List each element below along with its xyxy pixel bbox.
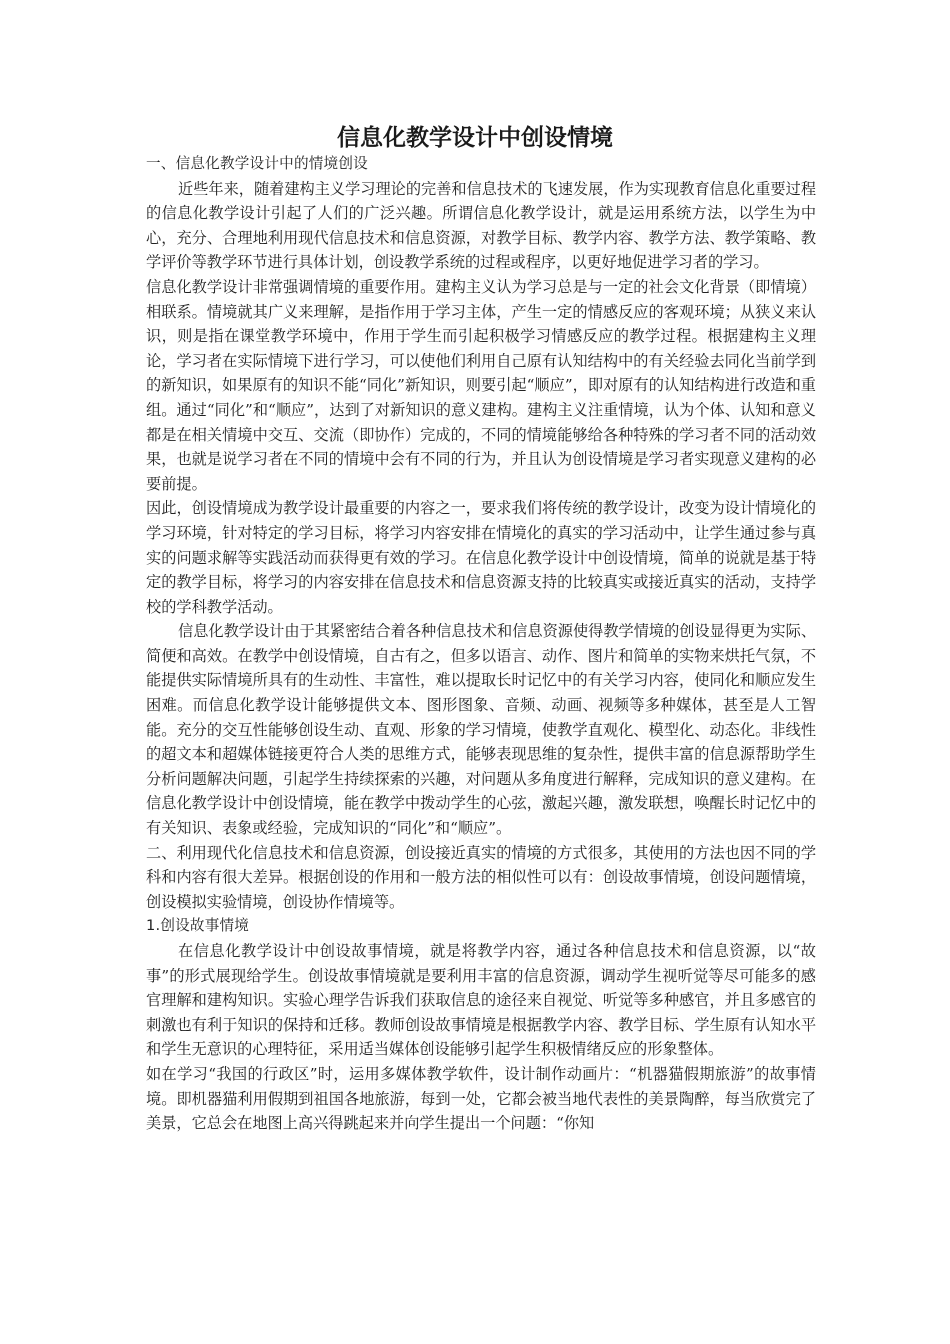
paragraph-story-situation: 在信息化教学设计中创设故事情境，就是将教学内容，通过各种信息技术和信息资源，以“故事”的形式展现给学生。创设故事情境就是要利用丰富的信息资源，调动学生视听觉等尽可能多的感官理解和建构知识。实验心理学告诉我们获取信息的途径来自视觉、听觉等多种感官，并且多感官的刺激也有利于知识的保持和迁移。教师创设故事情境是根据教学内容、教学目标、学生原有认知水平和学生无意识的心理特征，采用适当媒体创设能够引起学生积极情绪反应的形象整体。 bbox=[146, 942, 816, 1059]
paragraph-example: 如在学习“我国的行政区”时，运用多媒体教学软件，设计制作动画片：“机器猫假期旅游”的故事情境。即机器猫利用假期到祖国各地旅游，每到一处，它都会被当地代表性的美景陶醉，每当欣赏完了美景，它总会在地图上高兴得跳起来并向学生提出一个问题：“你知 bbox=[146, 1064, 816, 1133]
subsection-heading-story: 1.创设故事情境 bbox=[146, 917, 250, 935]
paragraph-importance: 信息化教学设计非常强调情境的重要作用。建构主义认为学习总是与一定的社会文化背景（即情境）相联系。情境就其广义来理解，是指作用于学习主体，产生一定的情感反应的客观环境；从狭义来认识，则是指在课堂教学环境中，作用于学生而引起积极学习情感反应的教学过程。根据建构主义理论，学习者在实际情境下进行学习，可以使他们利用自己原有认知结构中的有关经验去同化当前学到的新知识，如果原有的知识不能“同化”新知识，则要引起“顺应”，即对原有的认知结构进行改造和重组。通过“同化”和“顺应”，达到了对新知识的意义建构。建构主义注重情境，认为个体、认知和意义都是在相关情境中交互、交流（即协作）完成的，不同的情境能够给各种特殊的学习者不同的活动效果，也就是说学习者在不同的情境中会有不同的行为，并且认为创设情境是学习者实现意义建构的必要前提。 bbox=[146, 277, 816, 493]
document-title: 信息化教学设计中创设情境 bbox=[337, 125, 613, 151]
paragraph-intro: 近些年来，随着建构主义学习理论的完善和信息技术的飞速发展，作为实现教育信息化重要过程的信息化教学设计引起了人们的广泛兴趣。所谓信息化教学设计，就是运用系统方法，以学生为中心，充分、合理地利用现代信息技术和信息资源，对教学目标、教学内容、教学方法、教学策略、教学评价等教学环节进行具体计划，创设教学系统的过程或程序，以更好地促进学习者的学习。 bbox=[146, 179, 816, 272]
section-heading-2: 二、利用现代化信息技术和信息资源，创设接近真实的情境的方式很多，其使用的方法也因不同的学科和内容有很大差异。根据创设的作用和一般方法的相似性可以有：创设故事情境，创设问题情境，创设模拟实验情境，创设协作情境等。 bbox=[146, 843, 816, 911]
section-heading-1: 一、信息化教学设计中的情境创设 bbox=[146, 155, 368, 172]
paragraph-advantages: 信息化教学设计由于其紧密结合着各种信息技术和信息资源使得教学情境的创设显得更为实际、简便和高效。在教学中创设情境，自古有之，但多以语言、动作、图片和简单的实物来烘托气氛，不能提供实际情境所具有的生动性、丰富性，难以提取长时记忆中的有关学习内容，使同化和顺应发生困难。而信息化教学设计能够提供文本、图形图象、音频、动画、视频等多种媒体，甚至是人工智能。充分的交互性能够创设生动、直观、形象的学习情境，使教学直观化、模型化、动态化。非线性的超文本和超媒体链接更符合人类的思维方式，能够表现思维的复杂性，提供丰富的信息源帮助学生分析问题解决问题，引起学生持续探索的兴趣，对问题从多角度进行解释，完成知识的意义建构。在信息化教学设计中创设情境，能在教学中拨动学生的心弦，激起兴趣，激发联想，唤醒长时记忆中的有关知识、表象或经验，完成知识的“同化”和“顺应”。 bbox=[146, 622, 816, 838]
paragraph-therefore: 因此，创设情境成为教学设计最重要的内容之一，要求我们将传统的教学设计，改变为设计情境化的学习环境，针对特定的学习目标，将学习内容安排在情境化的真实的学习活动中，让学生通过参与真实的问题求解等实践活动而获得更有效的学习。在信息化教学设计中创设情境，简单的说就是基于特定的教学目标，将学习的内容安排在信息技术和信息资源支持的比较真实或接近真实的活动，支持学校的学科教学活动。 bbox=[146, 499, 816, 616]
document-body bbox=[146, 152, 816, 1136]
